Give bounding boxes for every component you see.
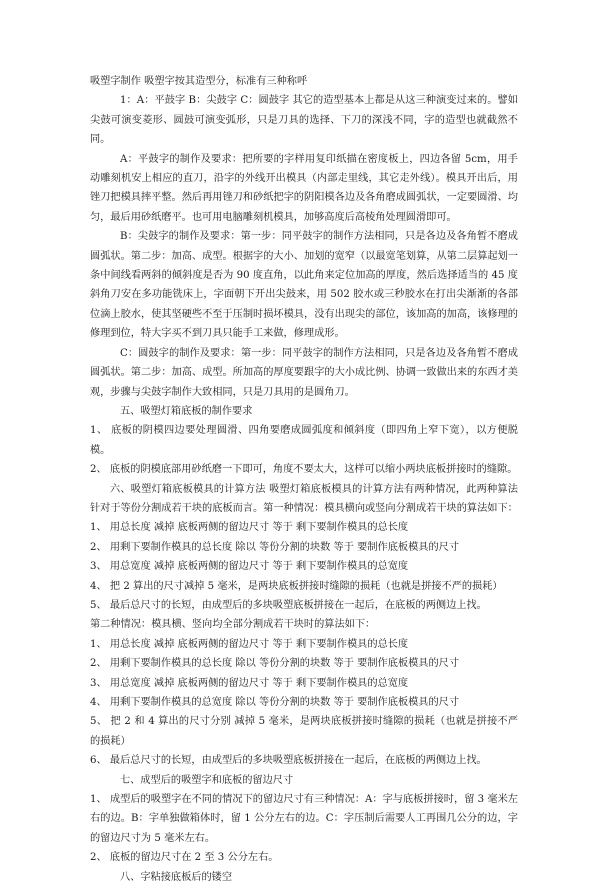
list-item: 2、 底板的留边尺寸在 2 至 3 公分左右。: [90, 852, 279, 864]
list-item: 1、 底板的阴模四边要处理圆滑、四角要磨成圆弧度和倾斜度（即四角上窄下宽），以方便脱模。: [90, 425, 518, 456]
list-item: 2、 用剩下要制作模具的总长度 除以 等份分割的块数 等于 要制作底板模具的尺寸: [90, 541, 460, 553]
document-body: [90, 72, 518, 887]
list-item: 2、 底板的阴模底部用砂纸磨一下即可，角度不要太大，这样可以缩小两块底板拼接时的缝隙。: [90, 464, 518, 476]
paragraph-style-types: 1：A：平鼓字 B：尖鼓字 C：圆鼓字 其它的造型基本上都是从这三种演变过来的。譬如尖鼓可演变菱形、圆鼓可演变弧形，只是刀具的选择、下刀的深浅不同，字的造型也就截然不同。: [90, 95, 518, 146]
paragraph-round-drum: C：圆鼓字的制作及要求：第一步：同平鼓字的制作方法相同，只是各边及各角暂不磨成圆弧状。第二步：加高、成型。所加高的厚度要跟字的大小成比例、协调一致做出来的东西才美观，步骤与尖鼓字制作大致相同，只是刀具用的是圆角刀。: [90, 347, 518, 398]
list-item: 1、 用总长度 减掉 底板两侧的留边尺寸 等于 剩下要制作模具的总长度: [90, 522, 409, 534]
list-item: 2、 用剩下要制作模具的总长度 除以 等份分割的块数 等于 要制作底板模具的尺寸: [90, 658, 460, 670]
section-heading-7: 七、成型后的吸塑字和底板的留边尺寸: [120, 774, 294, 786]
list-item: 4、 用剩下要制作模具的总宽度 除以 等份分割的块数 等于 要制作底板模具的尺寸: [90, 697, 460, 708]
section-heading-5: 五、吸塑灯箱底板的制作要求: [120, 405, 253, 417]
section-heading-6: 六、吸塑灯箱底板模具的计算方法 吸塑灯箱底板模具的计算方法有两种情况，此两种算法针对于等份分割成若干块的底板而言。第一种情况：模具横向或竖向分割成若干块的算法如下：: [90, 483, 518, 514]
list-item: 1、 用总长度 减掉 底板两侧的留边尺寸 等于 剩下要制作模具的总长度: [90, 638, 409, 650]
subheading-second-case: 第二种情况：模具横、竖向均全部分割成若干块时的算法如下：: [90, 619, 376, 631]
list-item: 5、 最后总尺寸的长短，由成型后的多块吸塑底板拼接在一起后，在底板的两侧边上找。: [90, 599, 487, 611]
list-item: 3、 用总宽度 减掉 底板两侧的留边尺寸 等于 剩下要制作模具的总宽度: [90, 561, 409, 573]
list-item: 5、 把 2 和 4 算出的尺寸分别 减掉 5 毫米，是两块底板拼接时缝隙的损耗（也就是拼接不严的损耗）: [90, 716, 518, 747]
document-title-line: 吸塑字制作 吸塑字按其造型分，标准有三种称呼: [90, 76, 308, 87]
list-item: 3、 用总宽度 减掉 底板两侧的留边尺寸 等于 剩下要制作模具的总宽度: [90, 677, 409, 689]
list-item: 4、 把 2 算出的尺寸减掉 5 毫米，是两块底板拼接时缝隙的损耗（也就是拼接不严的损耗）: [90, 580, 503, 592]
list-item: 6、 最后总尺寸的长短，由成型后的多块吸塑底板拼接在一起后，在底板的两侧边上找。: [90, 755, 487, 767]
section-heading-8: 八、字粘接底板后的镂空: [120, 871, 233, 883]
paragraph-flat-drum: A：平鼓字的制作及要求：把所要的字样用复印纸描在密度板上，四边各留 5cm，用手动雕刻机安上相应的直刀，沿字的外线开出模具（内部走里线，其它走外线）。模具开出后，用锉刀把模具摔平整。然后再用锉刀和砂纸把字的阴阳模各边及各角磨成圆弧状，一定要圆滑、均匀，最后用砂纸磨平。也可用电脑雕刻机模具，加够高度后高棱角处理圆滑即可。: [90, 153, 518, 223]
list-item: 1、 成型后的吸塑字在不同的情况下的留边尺寸有三种情况：A：字与底板拼接时，留 3 毫米左右的边。B：字单独做箱体时，留 1 公分左右的边。C：字压制后需要人工再围几公分的边，字的留边尺寸为 5 毫米左右。: [90, 794, 518, 844]
paragraph-pointed-drum: B：尖鼓字的制作及要求：第一步：同平鼓字的制作方法相同，只是各边及各角暂不磨成圆弧状。第二步：加高、成型。根据字的大小、加划的宽窄（以最宽笔划算，从第二层算起划一条中间线看两斜的倾斜度是否为 90 度直角，以此角来定位加高的厚度，然后选择适当的 45 度斜角刀安在多功能铣床上，字面朝下开出尖鼓来，用 502 胶水或三秒胶水在打出尖渐渐的各部位滴上胶水，使其坚硬些不至于压制时损坏模具，没有出现尖的部位，该加高的加高，该修理的修理到位，特大字买不到刀具只能手工来做，修理成形。: [90, 231, 518, 340]
